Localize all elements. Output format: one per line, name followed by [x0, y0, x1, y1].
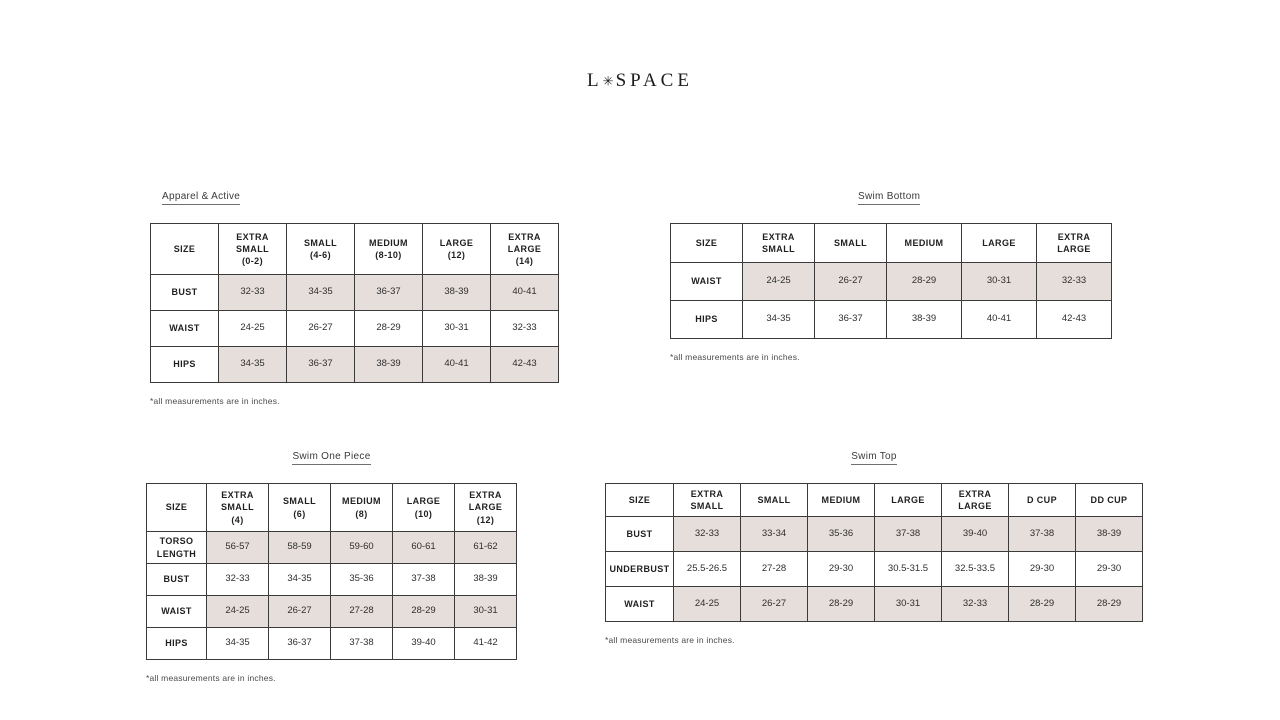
table-cell: 38-39: [1076, 517, 1143, 552]
table-cell: 36-37: [355, 275, 423, 311]
footnote-swim-top: *all measurements are in inches.: [605, 635, 735, 645]
table-cell: 28-29: [1009, 587, 1076, 622]
size-table-swim-top: [605, 483, 1143, 622]
table-cell: 42-43: [1037, 301, 1112, 339]
panel-swim-top: [605, 446, 1143, 645]
table-cell: 29-30: [1076, 552, 1143, 587]
table-header-row: [151, 224, 559, 275]
table-cell: 34-35: [219, 347, 287, 383]
panel-title-swim-one-piece: Swim One Piece: [292, 451, 370, 465]
table-cell: 32-33: [207, 564, 269, 596]
brand-name-right: SPACE: [615, 70, 693, 91]
table-cell: 29-30: [1009, 552, 1076, 587]
column-header: SMALL (4-6): [287, 224, 355, 275]
table-cell: 32-33: [219, 275, 287, 311]
table-row: [671, 263, 1112, 301]
column-header: MEDIUM: [808, 484, 875, 517]
table-row: [151, 347, 559, 383]
column-header: DD CUP: [1076, 484, 1143, 517]
table-cell: 28-29: [355, 311, 423, 347]
column-header: MEDIUM (8): [331, 484, 393, 532]
brand-star-icon: ✳: [602, 73, 616, 89]
table-cell: 37-38: [1009, 517, 1076, 552]
table-cell: 38-39: [423, 275, 491, 311]
column-header: SMALL: [741, 484, 808, 517]
row-header: WAIST: [671, 263, 743, 301]
table-row: [151, 311, 559, 347]
column-header: EXTRA SMALL: [674, 484, 741, 517]
column-header: SMALL: [815, 224, 887, 263]
table-cell: 35-36: [331, 564, 393, 596]
footnote-apparel-active: *all measurements are in inches.: [150, 396, 280, 406]
row-header: BUST: [151, 275, 219, 311]
column-header: LARGE: [875, 484, 942, 517]
panel-apparel-active: [150, 186, 559, 406]
table-cell: 37-38: [875, 517, 942, 552]
table-cell: 26-27: [741, 587, 808, 622]
column-header: EXTRA SMALL (4): [207, 484, 269, 532]
panel-title-apparel-active: Apparel & Active: [162, 191, 240, 205]
row-header: UNDERBUST: [606, 552, 674, 587]
table-cell: 28-29: [393, 596, 455, 628]
column-header: D CUP: [1009, 484, 1076, 517]
table-cell: 34-35: [269, 564, 331, 596]
table-cell: 32.5-33.5: [942, 552, 1009, 587]
table-cell: 37-38: [393, 564, 455, 596]
column-header: EXTRA SMALL (0-2): [219, 224, 287, 275]
table-cell: 24-25: [207, 596, 269, 628]
row-header: TORSO LENGTH: [147, 532, 207, 564]
table-cell: 40-41: [423, 347, 491, 383]
table-cell: 39-40: [942, 517, 1009, 552]
table-cell: 58-59: [269, 532, 331, 564]
table-cell: 61-62: [455, 532, 517, 564]
panel-title-wrap-swim-top: [605, 446, 1143, 483]
table-cell: 32-33: [942, 587, 1009, 622]
table-cell: 30-31: [455, 596, 517, 628]
table-cell: 27-28: [331, 596, 393, 628]
table-cell: 25.5-26.5: [674, 552, 741, 587]
table-cell: 60-61: [393, 532, 455, 564]
table-cell: 26-27: [815, 263, 887, 301]
table-row: [671, 301, 1112, 339]
row-header: BUST: [606, 517, 674, 552]
size-table-swim-bottom: [670, 223, 1112, 339]
column-header-size: SIZE: [606, 484, 674, 517]
row-header: HIPS: [671, 301, 743, 339]
row-header: HIPS: [151, 347, 219, 383]
table-cell: 24-25: [219, 311, 287, 347]
table-cell: 30-31: [875, 587, 942, 622]
column-header: EXTRA LARGE: [1037, 224, 1112, 263]
row-header: BUST: [147, 564, 207, 596]
table-cell: 36-37: [269, 628, 331, 660]
table-cell: 39-40: [393, 628, 455, 660]
column-header-size: SIZE: [147, 484, 207, 532]
table-row: [606, 552, 1143, 587]
column-header: EXTRA LARGE (12): [455, 484, 517, 532]
brand-logo: [0, 70, 1280, 92]
table-cell: 42-43: [491, 347, 559, 383]
table-cell: 26-27: [287, 311, 355, 347]
column-header: SMALL (6): [269, 484, 331, 532]
column-header: EXTRA LARGE: [942, 484, 1009, 517]
table-cell: 28-29: [1076, 587, 1143, 622]
table-header-row: [671, 224, 1112, 263]
table-cell: 38-39: [355, 347, 423, 383]
table-cell: 35-36: [808, 517, 875, 552]
table-row: [147, 564, 517, 596]
table-cell: 36-37: [815, 301, 887, 339]
brand-name-left: L: [587, 70, 603, 91]
row-header: HIPS: [147, 628, 207, 660]
panel-title-swim-top: Swim Top: [851, 451, 897, 465]
table-cell: 30.5-31.5: [875, 552, 942, 587]
table-row: [151, 275, 559, 311]
row-header: WAIST: [606, 587, 674, 622]
table-cell: 24-25: [743, 263, 815, 301]
panel-title-wrap-swim-one-piece: [146, 446, 517, 483]
table-cell: 28-29: [808, 587, 875, 622]
panel-swim-one-piece: [146, 446, 517, 683]
table-cell: 30-31: [962, 263, 1037, 301]
table-row: [147, 596, 517, 628]
table-cell: 56-57: [207, 532, 269, 564]
table-cell: 38-39: [887, 301, 962, 339]
footnote-swim-bottom: *all measurements are in inches.: [670, 352, 800, 362]
table-cell: 34-35: [743, 301, 815, 339]
column-header: MEDIUM (8-10): [355, 224, 423, 275]
table-cell: 28-29: [887, 263, 962, 301]
size-table-apparel-active: [150, 223, 559, 383]
table-cell: 32-33: [674, 517, 741, 552]
table-cell: 32-33: [491, 311, 559, 347]
panel-swim-bottom: [670, 186, 1112, 362]
table-row: [606, 587, 1143, 622]
table-cell: 36-37: [287, 347, 355, 383]
column-header: EXTRA SMALL: [743, 224, 815, 263]
column-header: LARGE: [962, 224, 1037, 263]
table-row: [606, 517, 1143, 552]
table-cell: 29-30: [808, 552, 875, 587]
column-header: LARGE (12): [423, 224, 491, 275]
table-cell: 26-27: [269, 596, 331, 628]
table-cell: 59-60: [331, 532, 393, 564]
column-header: MEDIUM: [887, 224, 962, 263]
table-cell: 41-42: [455, 628, 517, 660]
table-cell: 34-35: [287, 275, 355, 311]
table-cell: 33-34: [741, 517, 808, 552]
table-cell: 24-25: [674, 587, 741, 622]
table-cell: 32-33: [1037, 263, 1112, 301]
footnote-swim-one-piece: *all measurements are in inches.: [146, 673, 276, 683]
column-header: EXTRA LARGE (14): [491, 224, 559, 275]
table-row: [147, 628, 517, 660]
table-cell: 40-41: [491, 275, 559, 311]
row-header: WAIST: [151, 311, 219, 347]
table-cell: 37-38: [331, 628, 393, 660]
table-header-row: [606, 484, 1143, 517]
table-header-row: [147, 484, 517, 532]
row-header: WAIST: [147, 596, 207, 628]
panel-title-swim-bottom: Swim Bottom: [858, 191, 920, 205]
column-header: LARGE (10): [393, 484, 455, 532]
table-cell: 38-39: [455, 564, 517, 596]
table-cell: 30-31: [423, 311, 491, 347]
table-cell: 27-28: [741, 552, 808, 587]
size-table-swim-one-piece: [146, 483, 517, 660]
table-row: [147, 532, 517, 564]
column-header-size: SIZE: [671, 224, 743, 263]
table-cell: 40-41: [962, 301, 1037, 339]
column-header-size: SIZE: [151, 224, 219, 275]
table-cell: 34-35: [207, 628, 269, 660]
